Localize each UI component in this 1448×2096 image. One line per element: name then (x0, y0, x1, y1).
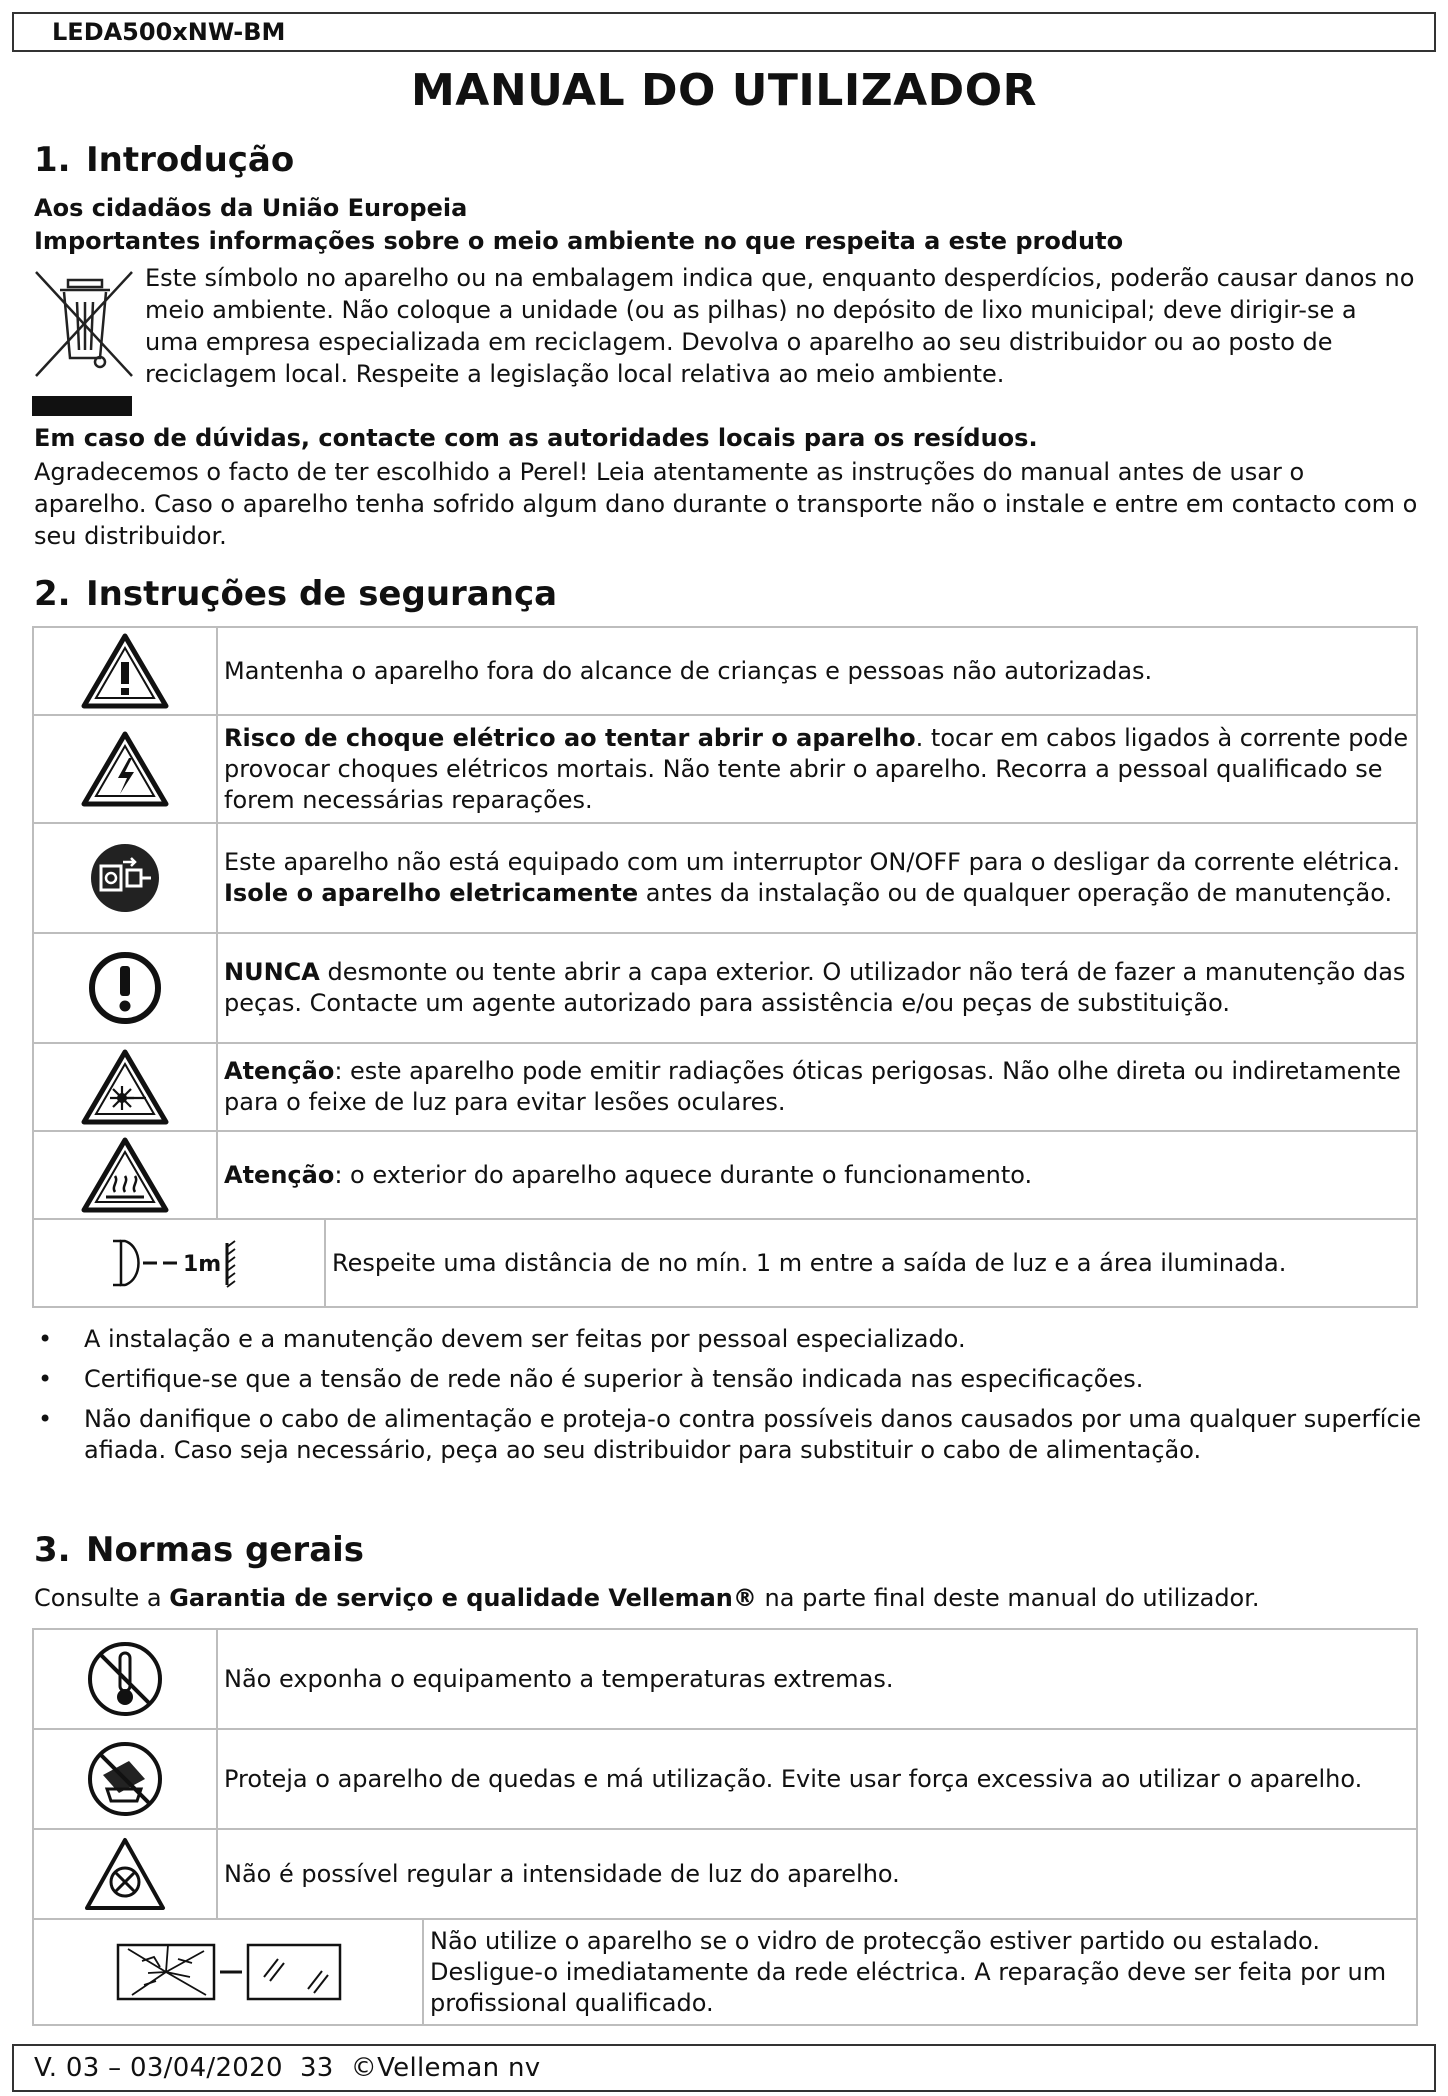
version-line: V. 03 – 03/04/2020 33 ©Velleman nv (34, 2053, 541, 2083)
safety-row (33, 1043, 1417, 1131)
section-3-heading: 3. Normas gerais (34, 1530, 365, 1570)
eu-citizens-line: Aos cidadãos da União Europeia (34, 194, 468, 222)
safety-text: antes da instalação ou de qualquer operação de manutenção. (638, 879, 1393, 907)
page-title: MANUAL DO UTILIZADOR (411, 65, 1037, 116)
hot-surface-icon (80, 1136, 170, 1214)
weee-description: Este símbolo no aparelho ou na embalagem indica que, enquanto desperdícios, poderão causar danos no meio ambiente. Não coloque a unidade (ou as pilhas) no depósito de lixo municipal; deve dirigir-se a uma empresa especializada em reciclagem. Devolva o aparelho ao seu distribuidor ou ao posto de reciclagem local. Respeite a legislação local relativa ao meio ambiente. (145, 264, 1415, 388)
electric-shock-icon (80, 730, 170, 808)
safety-text: . tocar em cabos ligados à corrente pode provocar choques elétricos mortais. Não tente abrir o aparelho. Recorra a pessoal qualificado se forem necessárias reparações. (224, 723, 1409, 814)
safety-text: : este aparelho pode emitir radiações óticas perigosas. Não olhe direta ou indiretamente para o feixe de luz para evitar lesões oculares. (224, 1057, 1401, 1116)
list-item: • A instalação e a manutenção devem ser feitas por pessoal especializado. (38, 1325, 966, 1353)
list-item: • Certifique-se que a tensão de rede não é superior à tensão indicada nas especificações. (38, 1365, 1144, 1393)
warning-triangle-icon (80, 632, 170, 710)
safety-row (33, 823, 1417, 933)
safety-row (33, 933, 1417, 1043)
safety-instructions-table (32, 626, 1418, 1308)
document-header (12, 12, 1436, 52)
safety-text: : o exterior do aparelho aquece durante o funcionamento. (334, 1160, 1033, 1189)
document-footer (12, 2044, 1436, 2092)
rule-row (33, 1629, 1417, 1729)
no-drop-icon (85, 1739, 165, 1819)
doubts-contact-line: Em caso de dúvidas, contacte com as autoridades locais para os resíduos. (34, 424, 1038, 452)
safety-row (33, 1131, 1417, 1219)
safety-text: Respeite uma distância de no mín. 1 m entre a saída de luz e a área iluminada. (332, 1248, 1287, 1277)
model-number: LEDA500xNW-BM (52, 18, 286, 46)
safety-text: desmonte ou tente abrir a capa exterior. O utilizador não terá de fazer a manutenção das peças. Contacte um agente autorizado para assistência e/ou peças de substituição. (224, 958, 1406, 1017)
safety-bold-text: Risco de choque elétrico ao tentar abrir o aparelho (224, 723, 916, 752)
rule-text: Não utilize o aparelho se o vidro de protecção estiver partido ou estalado. Desligue-o imediatamente da rede eléctrica. A reparação deve ser feita por um profissional qualificado. (430, 1926, 1387, 2017)
section-2-heading: 2. Instruções de segurança (34, 574, 558, 614)
min-distance-icon (99, 1235, 259, 1291)
general-rules-table (32, 1628, 1418, 2026)
rule-row (33, 1729, 1417, 1829)
no-dimmer-icon (83, 1836, 167, 1912)
rule-text: Não é possível regular a intensidade de luz do aparelho. (224, 1859, 900, 1888)
rule-text: Proteja o aparelho de quedas e má utilização. Evite usar força excessiva ao utilizar o aparelho. (224, 1764, 1363, 1793)
safety-bold-text: Isole o aparelho eletricamente (224, 879, 639, 907)
safety-row (33, 1219, 1417, 1307)
safety-bold-text: Atenção (224, 1057, 335, 1085)
rule-row (33, 1919, 1417, 2025)
safety-bold-text: Atenção (224, 1160, 335, 1189)
safety-text: Mantenha o aparelho fora do alcance de crianças e pessoas não autorizadas. (224, 656, 1153, 685)
safety-row (33, 715, 1417, 823)
broken-glass-icon (108, 1937, 348, 2007)
no-extreme-temperature-icon (85, 1639, 165, 1719)
environment-info-line: Importantes informações sobre o meio ambiente no que respeita a este produto (34, 227, 1124, 255)
section-1-heading: 1. Introdução (34, 140, 295, 180)
weee-crossed-bin-icon (32, 266, 138, 420)
safety-text: Este aparelho não está equipado com um interruptor ON/OFF para o desligar da corrente elétrica. (224, 848, 1401, 876)
distance-label: 1m (183, 1252, 222, 1277)
list-item: • Não danifique o cabo de alimentação e proteja-o contra possíveis danos causados por uma qualquer superfície afiada. Caso seja necessário, peça ao seu distribuidor para substituir o cabo de alimentação. (38, 1405, 1422, 1464)
optical-radiation-icon (80, 1048, 170, 1126)
safety-bullet-list (34, 1324, 1424, 1475)
disconnect-plug-icon (89, 842, 161, 914)
safety-bold-text: NUNCA (224, 958, 320, 986)
safety-row (33, 627, 1417, 715)
thanks-paragraph: Agradecemos o facto de ter escolhido a Perel! Leia atentamente as instruções do manual antes de usar o aparelho. Caso o aparelho tenha sofrido algum dano durante o transporte não o instale e entre em contacto com o seu distribuidor. (34, 458, 1418, 550)
rule-row (33, 1829, 1417, 1919)
warranty-reference: Consulte a Garantia de serviço e qualidade Velleman® na parte final deste manual do utilizador. (34, 1584, 1260, 1612)
exclamation-circle-icon (87, 950, 163, 1026)
rule-text: Não exponha o equipamento a temperaturas extremas. (224, 1664, 894, 1693)
